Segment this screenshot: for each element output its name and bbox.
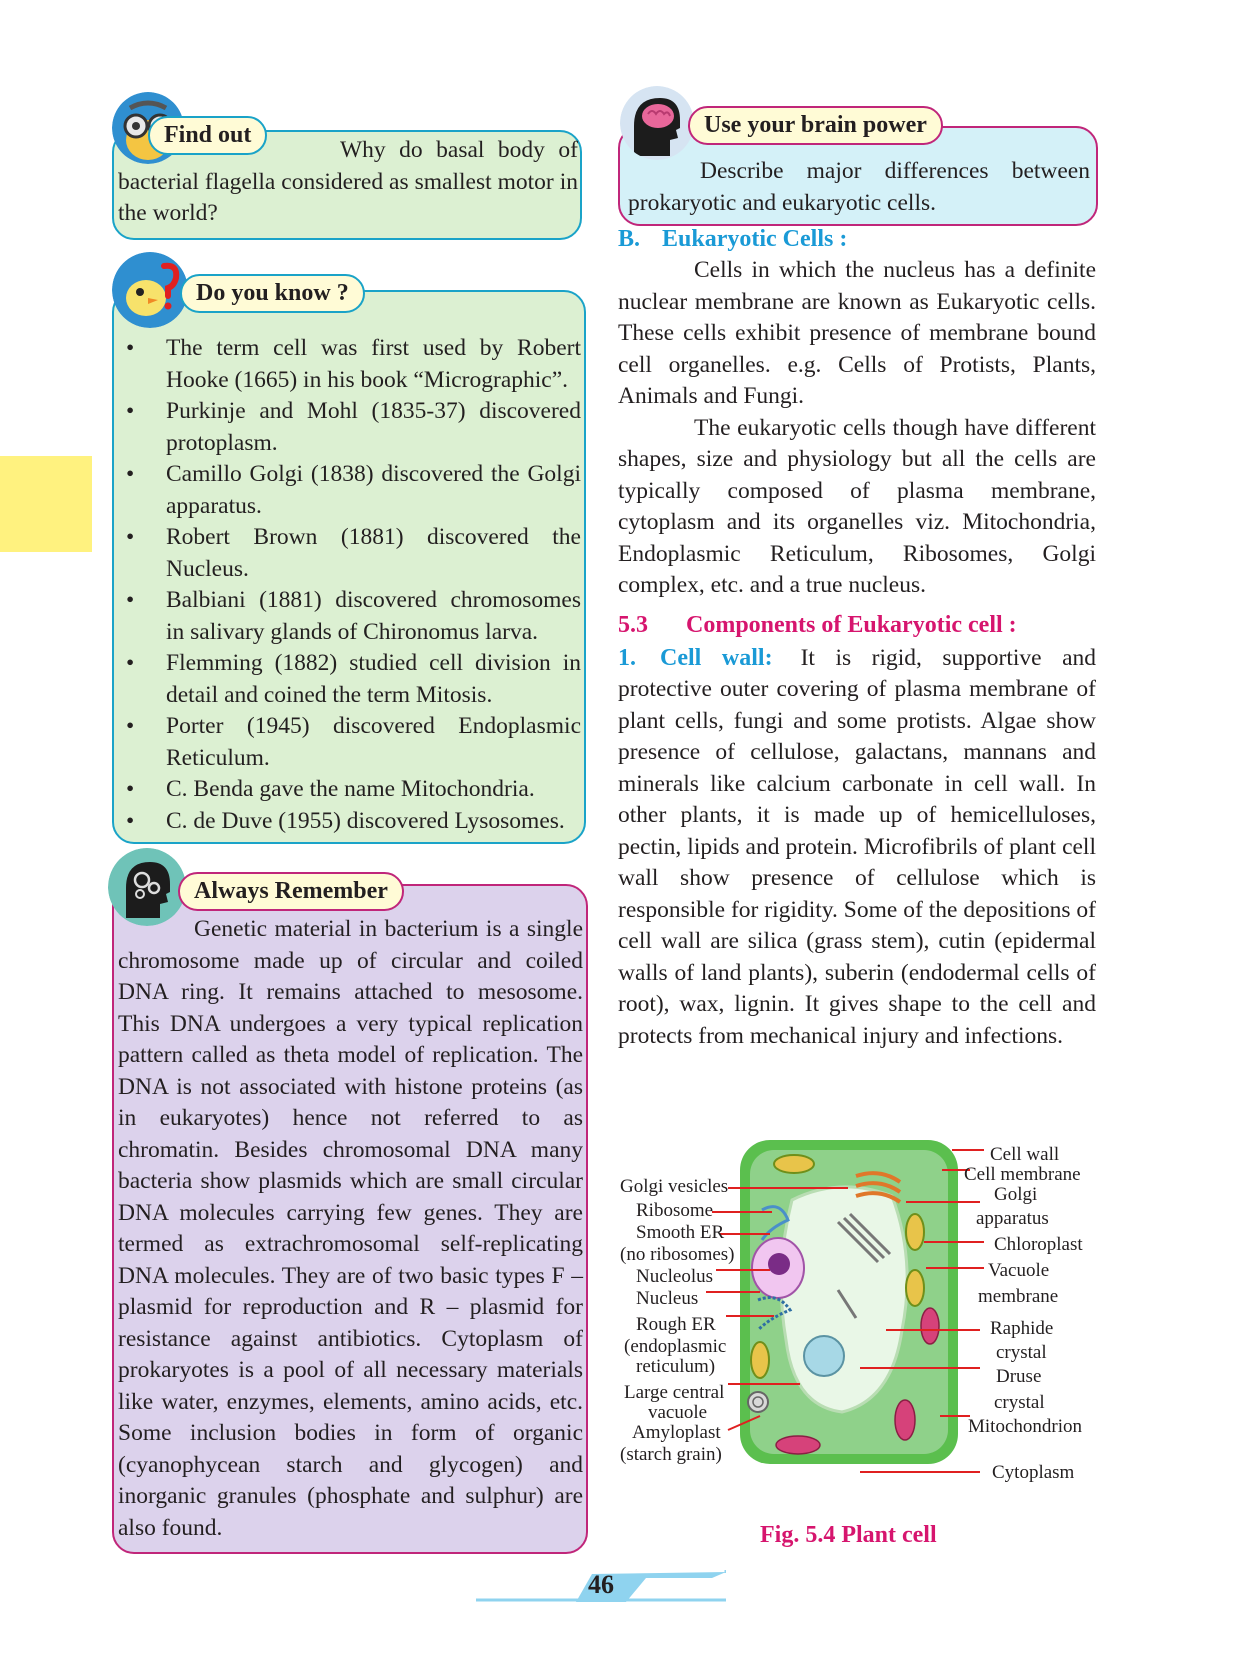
nucleus-shape (752, 1238, 804, 1298)
label-nucleolus: Nucleolus (636, 1266, 714, 1287)
label-rough-er: Rough ER (636, 1314, 716, 1335)
list-item: • Porter (1945) discovered Endoplasmic Reticulum. (126, 713, 581, 771)
page-number: 46 (588, 1570, 614, 1599)
label-golgi-vesicles: Golgi vesicles (620, 1176, 729, 1197)
label-cell-wall: Cell wall (990, 1144, 1060, 1165)
list-item: • C. de Duve (1955) discovered Lysosomes. (126, 807, 565, 834)
label-nucleus: Nucleus (636, 1288, 699, 1309)
do-you-know-list (118, 333, 581, 837)
label-mitochondrion: Mitochondrion (968, 1416, 1082, 1437)
main-column (618, 226, 1096, 1052)
raphide-crystal-shape (838, 1222, 878, 1262)
label-vacuole-r: Vacuole (988, 1260, 1050, 1281)
list-item: • Flemming (1882) studied cell division in detail and coined the term Mitosis. (126, 650, 581, 708)
label-crystal-1: crystal (996, 1342, 1047, 1363)
chloroplast-shape (906, 1270, 924, 1306)
find-out-title: Find out (148, 116, 267, 155)
label-apparatus: apparatus (976, 1208, 1049, 1229)
smooth-er-shape (762, 1207, 788, 1240)
label-no-ribosomes: (no ribosomes) (620, 1244, 735, 1265)
do-you-know-title: Do you know ? (180, 274, 365, 313)
brain-power-question: Describe major differences between prokaryotic and eukaryotic cells. (628, 158, 1090, 216)
label-smooth-er: Smooth ER (636, 1222, 725, 1243)
golgi-shape (856, 1173, 900, 1182)
brain-power-title: Use your brain power (688, 106, 943, 145)
label-chloroplast: Chloroplast (994, 1234, 1083, 1255)
list-item: • Camillo Golgi (1838) discovered the Golgi apparatus. (126, 461, 581, 519)
do-you-know-chick-icon (112, 252, 188, 328)
eukaryotic-heading: B. Eukaryotic Cells : (618, 226, 848, 252)
label-cytoplasm: Cytoplasm (992, 1462, 1075, 1483)
chloroplast-shape (906, 1214, 924, 1250)
list-item: • Purkinje and Mohl (1835-37) discovered protoplasm. (126, 398, 581, 456)
components-heading: 5.3 Components of Eukaryotic cell : (618, 611, 1017, 638)
chapter-side-tab (0, 456, 92, 552)
always-remember-title: Always Remember (178, 872, 404, 911)
central-vacuole-shape (781, 1187, 907, 1412)
rough-er-shape (758, 1298, 790, 1330)
always-remember-paragraph: Genetic material in bacterium is a single chromosome made up of circular and coiled DNA ring. It remains attached to mesosome. This DNA undergoes a very typical replication pattern called as theta model of replication. The DNA is not associated with histone proteins (as in eukaryotes) hence not referred to as chromatin. Besides chromosomal DNA many bacteria show plasmids which are small circular DNA molecules carrying few genes. They are termed as extrachromosomal self-replicating DNA molecules. They are of two basic types F – plasmid for reproduction and R – plasmid for resistance against antibiotics. Cytoplasm of prokaryotes is a pool of all necessary materials like water, enzymes, elements, amino acids, etc. Some inclusion bodies in form of organic (cyanophycean starch and glycogen) and inorganic granules (phosphate and sulphur) are also found. (118, 916, 583, 1541)
chloroplast-shape (751, 1342, 769, 1378)
amyloplast-shape (748, 1392, 768, 1412)
label-reticulum: reticulum) (636, 1356, 716, 1377)
brain-head-icon (620, 86, 694, 160)
label-membrane: membrane (978, 1286, 1059, 1307)
label-amyloplast: Amyloplast (632, 1422, 721, 1443)
list-item: • C. Benda gave the name Mitochondria. (126, 776, 535, 802)
label-large-central: Large central (624, 1382, 725, 1403)
label-golgi: Golgi (994, 1184, 1038, 1205)
label-pointers (706, 1150, 984, 1472)
label-raphide: Raphide (990, 1318, 1054, 1339)
find-out-question: Why do basal body of bacterial flagella considered as smallest motor in the world? (118, 137, 578, 226)
find-out-text (118, 135, 578, 230)
eukaryotic-para-2: The eukaryotic cells though have different shapes, size and physiology but all the cells are typically composed of plasma membrane, cytoplasm and its organelles viz. Mitochondria, Endoplasmic Reticulum, Ribosomes, Golgi complex, etc. and a true nucleus. (618, 414, 1096, 598)
label-endoplasmic: (endoplasmic (624, 1336, 727, 1357)
cytoplasm-shape (750, 1150, 948, 1454)
nucleolus-shape (768, 1253, 790, 1275)
always-remember-text (118, 914, 583, 1544)
list-item: • Robert Brown (1881) discovered the Nucleus. (126, 524, 581, 582)
label-crystal-2: crystal (994, 1392, 1045, 1413)
golgi-shape (856, 1193, 900, 1202)
druse-crystal-shape (804, 1336, 844, 1376)
mitochondrion-shape (895, 1400, 915, 1440)
label-druse: Druse (996, 1366, 1042, 1387)
chloroplast-shape (774, 1155, 814, 1173)
label-starch-grain: (starch grain) (620, 1444, 722, 1465)
label-vacuole: vacuole (648, 1402, 708, 1423)
cell-wall-para: 1. Cell wall: It is rigid, supportive and protective outer covering of plasma membrane of plant cells, fungi and some protists. Algae show presence of cellulose, galactans, mannans and minerals like calcium carbonate in cell wall. In other plants, it is made up of hemicelluloses, pectin, lipids and protein. Microfibrils of plant cell wall show presence of cellulose which is responsible for rigidity. Some of the depositions of cell wall are silica (grass stem), cutin (epidermal walls of land plants), suberin (endodermal cells of root), wax, lignin. It gives shape to the cell and protects from mechanical injury and infections. (618, 644, 1096, 1049)
mitochondrion-shape (776, 1436, 820, 1454)
label-cell-membrane: Cell membrane (964, 1164, 1081, 1185)
mitochondrion-shape (921, 1308, 939, 1344)
list-item: • Balbiani (1881) discovered chromosomes in salivary glands of Chironomus larva. (126, 587, 581, 645)
brain-power-text (628, 156, 1090, 219)
eukaryotic-para-1: Cells in which the nucleus has a definite nuclear membrane are known as Eukaryotic cells. These cells exhibit presence of membrane bound cell organelles. e.g. Cells of Protists, Plants, Animals and Fungi. (618, 257, 1096, 409)
cell-wall-shape (740, 1140, 958, 1464)
list-item: • The term cell was first used by Robert Hooke (1665) in his book “Micrographic”. (126, 335, 581, 393)
golgi-shape (856, 1183, 900, 1192)
label-ribosome: Ribosome (636, 1200, 714, 1221)
figure-caption: Fig. 5.4 Plant cell (760, 1522, 937, 1548)
